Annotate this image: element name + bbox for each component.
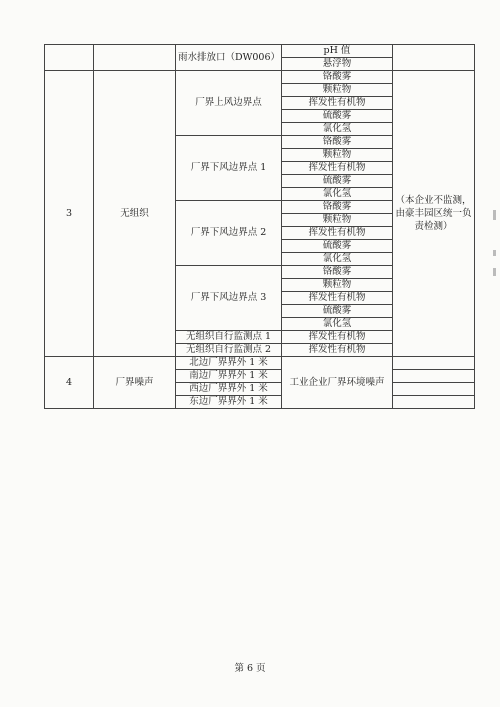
item-cell: 硫酸雾	[282, 305, 393, 318]
point-cell: 无组织自行监测点 2	[176, 344, 282, 357]
seq-cell	[45, 45, 94, 71]
scan-edge-mark	[493, 210, 496, 220]
point-cell: 雨水排放口（DW006）	[176, 45, 282, 71]
item-cell: 氯化氢	[282, 123, 393, 136]
item-cell: 挥发性有机物	[282, 331, 393, 344]
seq-cell: 4	[45, 357, 94, 409]
item-cell: 铬酸雾	[282, 136, 393, 149]
table-row	[45, 357, 475, 370]
category-cell: 无组织	[94, 71, 176, 357]
point-cell: 北边厂界界外 1 米	[176, 357, 282, 370]
item-cell: 氯化氢	[282, 253, 393, 266]
item-cell: 颗粒物	[282, 149, 393, 162]
monitoring-table	[44, 44, 475, 409]
point-cell: 厂界下风边界点 1	[176, 136, 282, 201]
item-cell: 硫酸雾	[282, 240, 393, 253]
item-cell: 挥发性有机物	[282, 292, 393, 305]
category-cell: 厂界噪声	[94, 357, 176, 409]
item-cell: 氯化氢	[282, 318, 393, 331]
scan-edge-mark	[493, 250, 496, 256]
point-cell: 厂界下风边界点 3	[176, 266, 282, 331]
note-cell	[393, 383, 475, 396]
point-cell: 厂界下风边界点 2	[176, 201, 282, 266]
note-cell	[393, 45, 475, 71]
item-cell: 氯化氢	[282, 188, 393, 201]
category-cell	[94, 45, 176, 71]
point-cell: 无组织自行监测点 1	[176, 331, 282, 344]
note-cell	[393, 396, 475, 409]
item-cell: 颗粒物	[282, 279, 393, 292]
note-cell	[393, 370, 475, 383]
item-cell: 悬浮物	[282, 58, 393, 71]
item-cell: 硫酸雾	[282, 110, 393, 123]
point-cell: 厂界上风边界点	[176, 71, 282, 136]
item-cell: 颗粒物	[282, 84, 393, 97]
note-cell	[393, 357, 475, 370]
page-number: 第 6 页	[234, 663, 266, 674]
item-cell: pH 值	[282, 45, 393, 58]
item-cell: 铬酸雾	[282, 201, 393, 214]
item-cell: 铬酸雾	[282, 71, 393, 84]
item-cell: 工业企业厂界环境噪声	[282, 357, 393, 409]
table-row	[45, 45, 475, 58]
item-cell: 硫酸雾	[282, 175, 393, 188]
table-row	[45, 71, 475, 84]
note-cell: （本企业不监测，由豪丰园区统一负责检测）	[393, 71, 475, 357]
point-cell: 西边厂界界外 1 米	[176, 383, 282, 396]
seq-cell: 3	[45, 71, 94, 357]
point-cell: 南边厂界界外 1 米	[176, 370, 282, 383]
point-cell: 东边厂界界外 1 米	[176, 396, 282, 409]
item-cell: 颗粒物	[282, 214, 393, 227]
item-cell: 挥发性有机物	[282, 344, 393, 357]
item-cell: 铬酸雾	[282, 266, 393, 279]
scan-edge-mark	[493, 268, 496, 276]
item-cell: 挥发性有机物	[282, 162, 393, 175]
item-cell: 挥发性有机物	[282, 97, 393, 110]
item-cell: 挥发性有机物	[282, 227, 393, 240]
